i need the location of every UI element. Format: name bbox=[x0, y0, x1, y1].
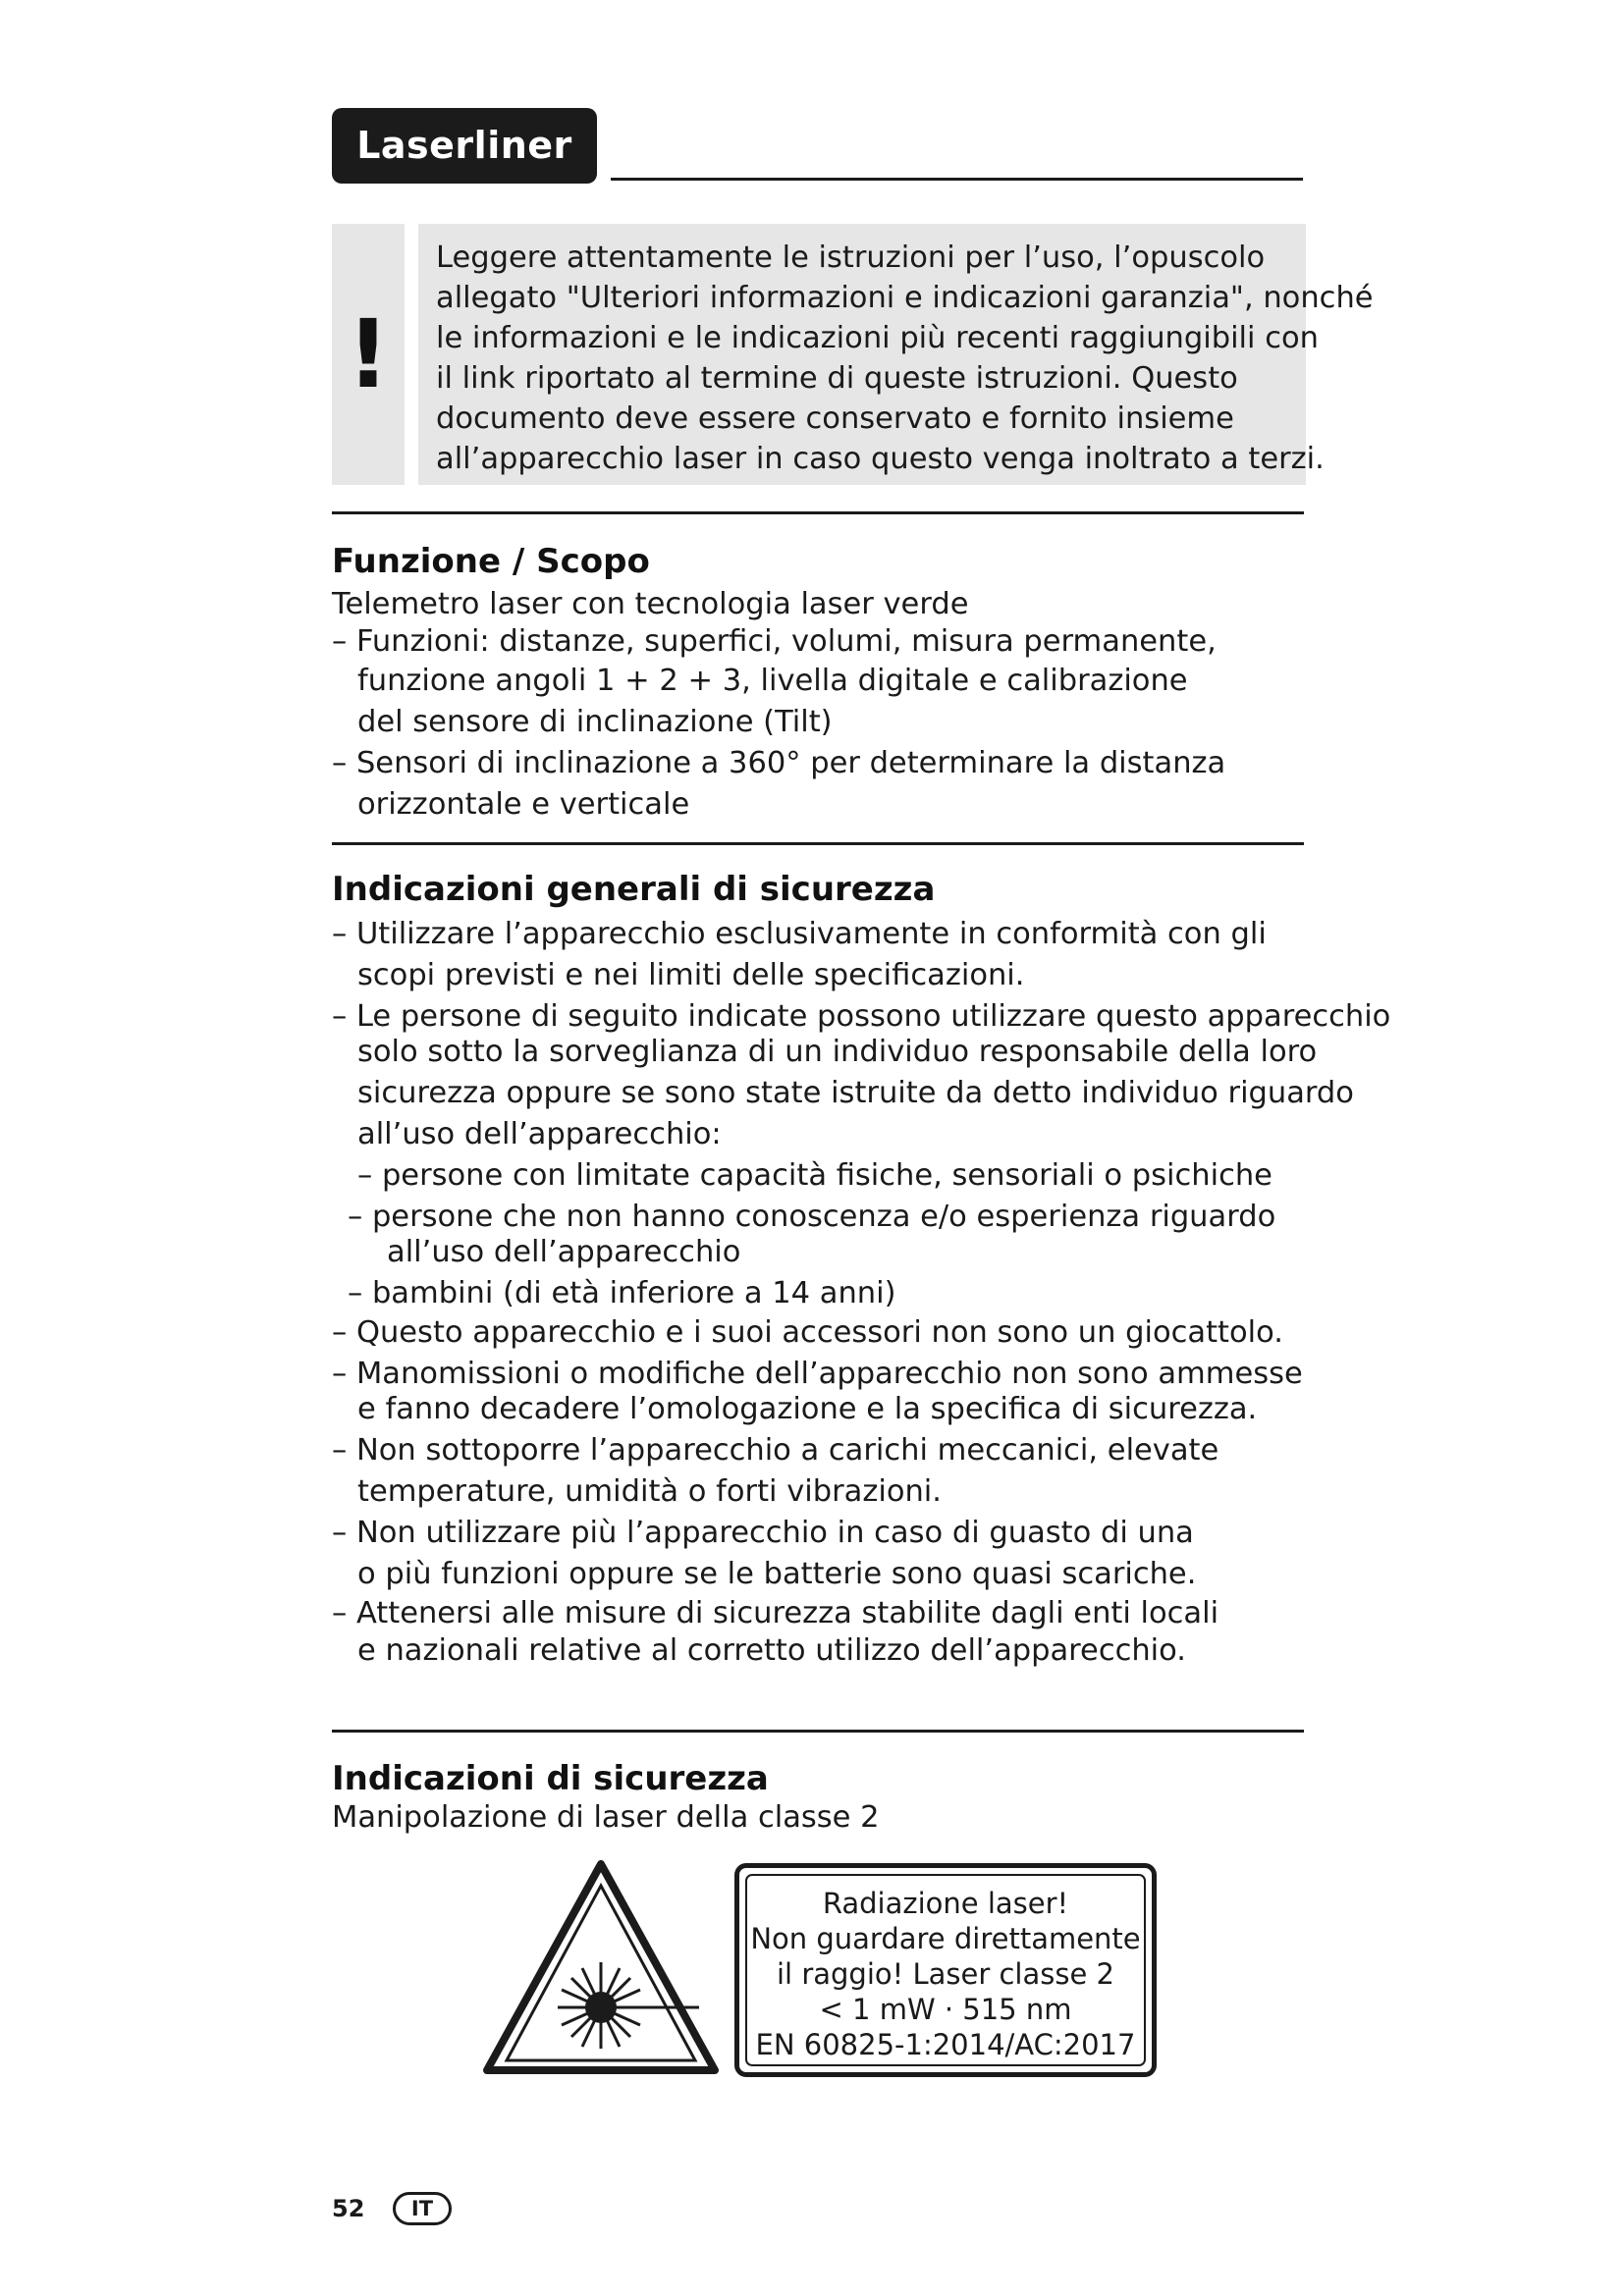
list-item: orizzontale e verticale bbox=[357, 787, 690, 822]
section-divider bbox=[332, 511, 1304, 514]
section-divider bbox=[332, 842, 1304, 845]
list-item: all’uso dell’apparecchio: bbox=[357, 1117, 722, 1151]
list-item: – Le persone di seguito indicate possono utilizzare questo apparecchio bbox=[332, 999, 1391, 1034]
notice-line: le informazioni e le indicazioni più recenti raggiungibili con bbox=[436, 321, 1319, 355]
list-item: – Utilizzare l’apparecchio esclusivamente in conformità con gli bbox=[332, 917, 1267, 951]
header-rule bbox=[611, 178, 1303, 181]
general-safety-heading: Indicazioni generali di sicurezza bbox=[332, 870, 936, 909]
laser-warning-icon bbox=[483, 1860, 719, 2078]
list-item: del sensore di inclinazione (Tilt) bbox=[357, 705, 833, 739]
label-line: < 1 mW · 515 nm bbox=[819, 1993, 1072, 2026]
list-item: funzione angoli 1 + 2 + 3, livella digitale e calibrazione bbox=[357, 664, 1188, 698]
list-item: – bambini (di età inferiore a 14 anni) bbox=[348, 1276, 896, 1310]
label-line: il raggio! Laser classe 2 bbox=[776, 1957, 1114, 1991]
label-line: Radiazione laser! bbox=[822, 1887, 1069, 1920]
notice-box bbox=[332, 224, 1374, 485]
notice-line: allegato "Ulteriori informazioni e indicazioni garanzia", nonché bbox=[436, 281, 1374, 315]
list-item: o più funzioni oppure se le batterie sono quasi scariche. bbox=[357, 1557, 1197, 1591]
brand-logo: Laserliner bbox=[332, 108, 597, 184]
label-line: EN 60825-1:2014/AC:2017 bbox=[755, 2028, 1136, 2061]
function-intro: Telemetro laser con tecnologia laser verde bbox=[332, 587, 969, 621]
list-item: – Manomissioni o modifiche dell’apparecchio non sono ammesse bbox=[332, 1357, 1303, 1391]
page-number: 52 bbox=[332, 2195, 365, 2222]
notice-line: Leggere attentamente le istruzioni per l’uso, l’opuscolo bbox=[436, 240, 1266, 275]
list-item: temperature, umidità o forti vibrazioni. bbox=[357, 1474, 942, 1509]
exclamation-icon: ! bbox=[332, 224, 405, 485]
label-text bbox=[739, 1886, 1152, 2062]
notice-text bbox=[436, 238, 1374, 479]
list-item: e fanno decadere l’omologazione e la specifica di sicurezza. bbox=[357, 1392, 1258, 1426]
notice-line: il link riportato al termine di queste istruzioni. Questo bbox=[436, 361, 1238, 396]
function-heading: Funzione / Scopo bbox=[332, 542, 650, 581]
list-item: – Non sottoporre l’apparecchio a carichi meccanici, elevate bbox=[332, 1433, 1219, 1468]
list-item: – persone con limitate capacità fisiche, sensoriali o psichiche bbox=[357, 1158, 1272, 1193]
list-item: – Questo apparecchio e i suoi accessori non sono un giocattolo. bbox=[332, 1315, 1283, 1350]
safety-intro: Manipolazione di laser della classe 2 bbox=[332, 1800, 880, 1835]
list-item: – Non utilizzare più l’apparecchio in caso di guasto di una bbox=[332, 1516, 1194, 1550]
laser-warning-label bbox=[734, 1863, 1157, 2077]
list-item: – Attenersi alle misure di sicurezza stabilite dagli enti locali bbox=[332, 1596, 1219, 1630]
list-item: all’uso dell’apparecchio bbox=[387, 1235, 741, 1269]
list-item: – Sensori di inclinazione a 360° per determinare la distanza bbox=[332, 746, 1226, 780]
list-item: scopi previsti e nei limiti delle specificazioni. bbox=[357, 958, 1025, 992]
list-item: solo sotto la sorveglianza di un individuo responsabile della loro bbox=[357, 1035, 1318, 1069]
list-item: – Funzioni: distanze, superfici, volumi, misura permanente, bbox=[332, 624, 1217, 659]
language-badge: IT bbox=[393, 2192, 452, 2225]
list-item: e nazionali relative al corretto utilizzo dell’apparecchio. bbox=[357, 1633, 1186, 1668]
section-divider bbox=[332, 1730, 1304, 1733]
label-line: Non guardare direttamente bbox=[750, 1922, 1141, 1955]
list-item: sicurezza oppure se sono state istruite da detto individuo riguardo bbox=[357, 1076, 1354, 1110]
notice-line: documento deve essere conservato e fornito insieme bbox=[436, 401, 1234, 436]
safety-heading: Indicazioni di sicurezza bbox=[332, 1759, 769, 1798]
list-item: – persone che non hanno conoscenza e/o esperienza riguardo bbox=[348, 1200, 1276, 1234]
notice-line: all’apparecchio laser in caso questo venga inoltrato a terzi. bbox=[436, 442, 1325, 476]
notice-panel bbox=[418, 224, 1374, 485]
